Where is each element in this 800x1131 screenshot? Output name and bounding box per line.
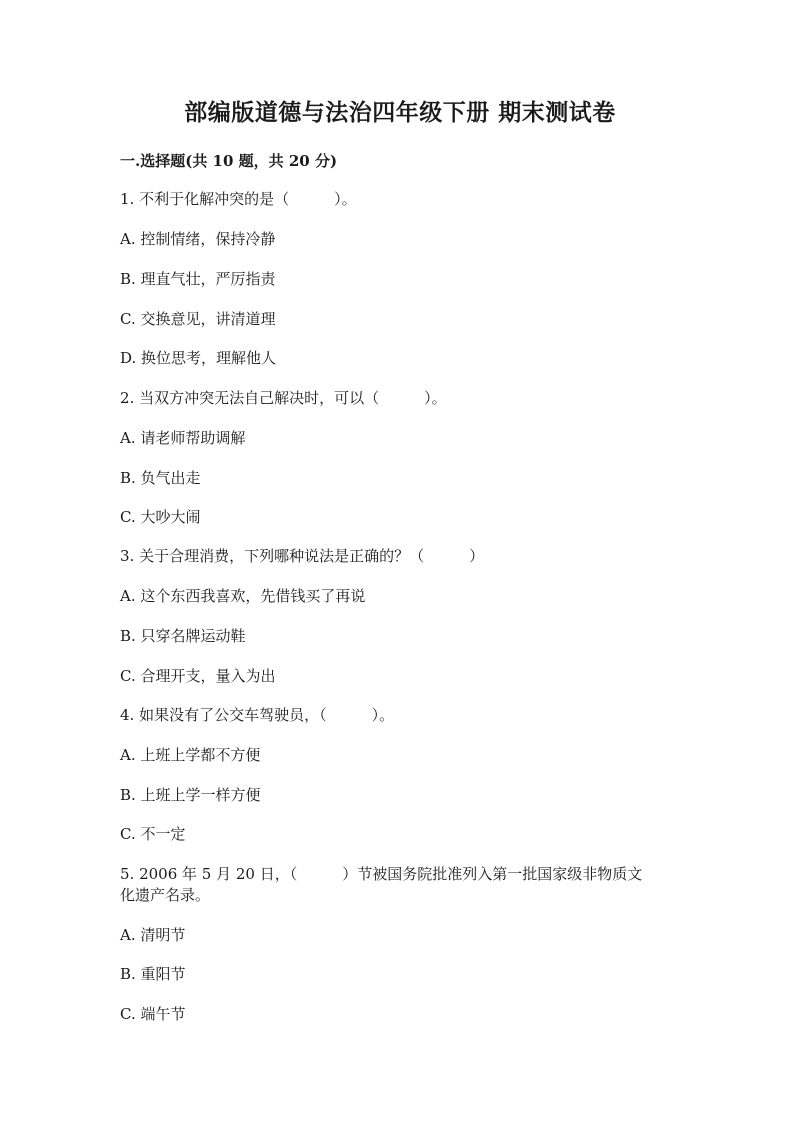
page-title: 部编版道德与法治四年级下册 期末测试卷 (184, 99, 616, 126)
question-1-option-b: B. 理直气壮，严厉指责 (120, 270, 276, 288)
question-4-stem: 4. 如果没有了公交车驾驶员，（ ）。 (120, 706, 395, 724)
question-1-option-d: D. 换位思考，理解他人 (120, 349, 277, 367)
question-1-option-c: C. 交换意见，讲清道理 (120, 310, 276, 328)
question-3-stem: 3. 关于合理消费，下列哪种说法是正确的？（ ） (120, 547, 485, 565)
question-5-option-a: A. 清明节 (120, 926, 186, 944)
question-3-option-b: B. 只穿名牌运动鞋 (120, 627, 246, 645)
question-1-option-a: A. 控制情绪，保持冷静 (120, 230, 276, 248)
question-2-option-b: B. 负气出走 (120, 469, 201, 487)
question-3-option-a: A. 这个东西我喜欢，先借钱买了再说 (120, 587, 366, 605)
question-3-option-c: C. 合理开支，量入为出 (120, 667, 276, 685)
question-2-option-c: C. 大吵大闹 (120, 508, 201, 526)
question-2-option-a: A. 请老师帮助调解 (120, 429, 246, 447)
question-4-option-a: A. 上班上学都不方便 (120, 746, 261, 764)
question-4-option-c: C. 不一定 (120, 825, 186, 843)
question-1-stem: 1. 不利于化解冲突的是（ ）。 (120, 190, 357, 208)
question-5-stem-line-2: 化遗产名录。 (120, 886, 211, 904)
question-2-stem: 2. 当双方冲突无法自己解决时，可以（ ）。 (120, 389, 447, 407)
section-heading: 一.选择题(共 10 题，共 20 分) (120, 152, 338, 170)
question-5-option-b: B. 重阳节 (120, 965, 186, 983)
question-5-stem-line-1: 5. 2006 年 5 月 20 日，（ ）节被国务院批准列入第一批国家级非物质文 (120, 865, 643, 883)
question-5-option-c: C. 端午节 (120, 1005, 186, 1023)
question-4-option-b: B. 上班上学一样方便 (120, 786, 261, 804)
